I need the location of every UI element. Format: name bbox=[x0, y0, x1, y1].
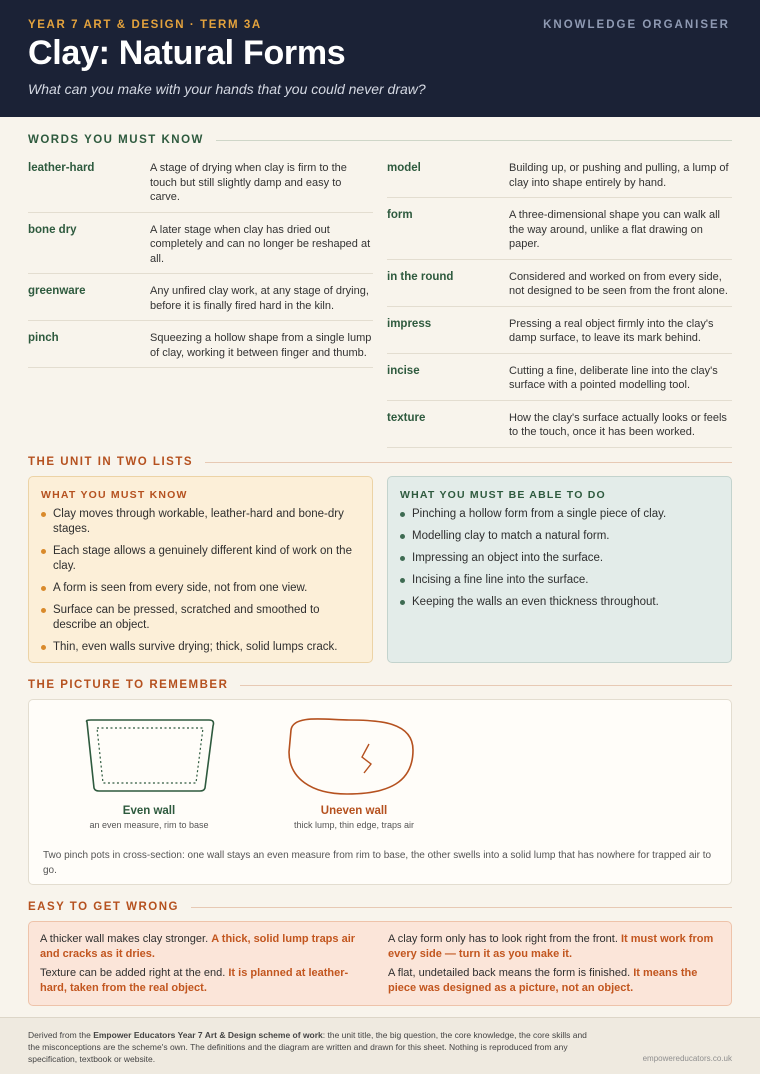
vocab-row bbox=[28, 328, 373, 368]
misconceptions-box bbox=[28, 921, 732, 1006]
list-item: Keeping the walls an even thickness throughout. bbox=[400, 595, 719, 610]
uneven-wall-label bbox=[274, 805, 434, 830]
vocab-definition: Squeezing a hollow shape from a single lump of clay, working it between finger and thumb. bbox=[150, 332, 372, 359]
vocab-row bbox=[387, 205, 732, 260]
do-panel-title: WHAT YOU MUST BE ABLE TO DO bbox=[400, 489, 606, 501]
vocab-row bbox=[387, 361, 732, 401]
section-heading-vocab: WORDS YOU MUST KNOW bbox=[28, 132, 732, 148]
misconceptions-right bbox=[388, 932, 723, 1000]
vocab-definition: Building up, or pushing and pulling, a lump of clay into shape entirely by hand. bbox=[509, 162, 729, 189]
vocab-term: bone dry bbox=[28, 223, 77, 236]
misconception-item bbox=[388, 966, 723, 995]
misconception-correction: It must work from every side — turn it as you make it. bbox=[388, 933, 714, 960]
misconception-claim: A thicker wall makes clay stronger. bbox=[40, 933, 209, 945]
vocab-row bbox=[28, 158, 373, 213]
misconception-claim: Texture can be added right at the end. bbox=[40, 967, 226, 979]
section-rule bbox=[191, 907, 732, 908]
vocab-list-left bbox=[28, 158, 373, 375]
vocab-definition: How the clay's surface actually looks or feels to the touch, once it has been worked. bbox=[509, 411, 727, 438]
website-link[interactable]: empowereducators.co.uk bbox=[642, 1054, 732, 1063]
even-wall-pot bbox=[87, 720, 214, 791]
section-heading-picture: THE PICTURE TO REMEMBER bbox=[28, 677, 732, 693]
section-heading-misconceptions: EASY TO GET WRONG bbox=[28, 899, 732, 915]
vocab-term: greenware bbox=[28, 285, 86, 297]
vocab-row bbox=[387, 314, 732, 354]
misconceptions-left bbox=[40, 932, 375, 1000]
vocab-row bbox=[387, 408, 732, 448]
misconception-correction: It is planned at leather-hard, taken from the real object. bbox=[40, 967, 349, 994]
big-question: What can you make with your hands that you could never draw? bbox=[28, 81, 426, 97]
misconception-claim: A clay form only has to look right from the front. bbox=[388, 933, 618, 945]
misconception-item bbox=[40, 932, 375, 961]
vocab-term: model bbox=[387, 162, 421, 174]
page-title: Clay: Natural Forms bbox=[28, 34, 346, 72]
do-panel bbox=[387, 476, 732, 663]
vocab-definition: A stage of drying when clay is firm to the touch but still slightly damp and easy to carve. bbox=[150, 162, 347, 203]
misconception-correction: A thick, solid lump traps air and cracks as it dries. bbox=[40, 933, 356, 960]
page-footer bbox=[0, 1017, 760, 1074]
diagram-box bbox=[28, 699, 732, 885]
list-item: Modelling clay to match a natural form. bbox=[400, 529, 719, 544]
vocab-definition: Cutting a fine, deliberate line into the clay's surface with a pointed modelling tool. bbox=[509, 364, 718, 391]
uneven-wall-name: Uneven wall bbox=[320, 805, 388, 817]
list-item: Surface can be pressed, scratched and smoothed to describe an object. bbox=[41, 603, 360, 633]
misconception-item bbox=[40, 966, 375, 995]
diagram-caption: Two pinch pots in cross-section: one wall stays an even measure from rim to base, the other swells into a solid lump that has nowhere for trapped air to go. bbox=[43, 850, 712, 876]
vocab-definition: A later stage when clay has dried out completely and can no longer be reshaped at all. bbox=[150, 223, 371, 265]
list-item: Incising a fine line into the surface. bbox=[400, 573, 719, 588]
course-eyebrow: YEAR 7 ART & DESIGN · TERM 3A bbox=[28, 19, 262, 31]
misconception-correction: It means the piece was designed as a picture, not an object. bbox=[388, 967, 698, 994]
source-note: Derived from the Empower Educators Year 7 Art & Design scheme of work: the unit title, the big question, the core knowledge, the core skills and the misconceptions are the scheme's own. The definitions and the diagram are written and drawn for this sheet. Nothing is reproduced from any specification, textbook or website. bbox=[28, 1030, 587, 1064]
list-item: Impressing an object into the surface. bbox=[400, 551, 719, 566]
know-panel-title: WHAT YOU MUST KNOW bbox=[41, 489, 188, 501]
vocab-list-right bbox=[387, 158, 732, 455]
section-rule bbox=[205, 462, 732, 463]
vocab-definition: A three-dimensional shape you can walk all the way around, unlike a flat drawing on paper. bbox=[509, 209, 720, 250]
uneven-wall-note: thick lump, thin edge, traps air bbox=[293, 820, 415, 830]
section-rule bbox=[216, 140, 732, 141]
uneven-wall-pot bbox=[289, 719, 413, 794]
vocab-term: impress bbox=[387, 317, 432, 330]
do-list bbox=[400, 507, 719, 610]
vocab-term: pinch bbox=[28, 332, 59, 344]
list-item: Each stage allows a genuinely different kind of work on the clay. bbox=[41, 544, 360, 574]
even-wall-label bbox=[74, 805, 224, 830]
source-name: Empower Educators Year 7 Art & Design scheme of work bbox=[93, 1030, 323, 1040]
know-panel bbox=[28, 476, 373, 663]
vocab-row bbox=[28, 281, 373, 321]
vocab-row bbox=[28, 220, 373, 275]
section-heading-unit: THE UNIT IN TWO LISTS bbox=[28, 454, 732, 470]
pinch-pot-diagram bbox=[29, 700, 733, 820]
vocab-definition: Considered and worked on from every side, not designed to be seen from the front alone. bbox=[509, 270, 728, 297]
misconception-item bbox=[388, 932, 723, 961]
list-item: Clay moves through workable, leather-hard and bone-dry stages. bbox=[41, 507, 360, 537]
list-item: Pinching a hollow form from a single piece of clay. bbox=[400, 507, 719, 522]
vocab-term: leather-hard bbox=[28, 162, 95, 174]
list-item: Thin, even walls survive drying; thick, solid lumps crack. bbox=[41, 640, 360, 655]
list-item: A form is seen from every side, not from one view. bbox=[41, 581, 360, 596]
know-list bbox=[41, 507, 360, 655]
section-rule bbox=[240, 685, 732, 686]
misconception-claim: A flat, undetailed back means the form is finished. bbox=[388, 967, 631, 979]
vocab-row bbox=[387, 158, 732, 198]
even-wall-note: an even measure, rim to base bbox=[89, 820, 209, 830]
vocab-row bbox=[387, 267, 732, 307]
vocab-definition: Any unfired clay work, at any stage of drying, before it is finally fired hard in the kiln. bbox=[150, 285, 369, 312]
vocab-definition: Pressing a real object firmly into the clay's damp surface, to leave its mark behind. bbox=[509, 317, 714, 344]
vocab-term: texture bbox=[387, 411, 426, 424]
page-header bbox=[0, 0, 760, 117]
vocab-term: form bbox=[387, 209, 413, 221]
even-wall-name: Even wall bbox=[122, 805, 176, 817]
document-type-label: KNOWLEDGE ORGANISER bbox=[543, 19, 730, 31]
vocab-term: in the round bbox=[387, 270, 454, 283]
vocab-term: incise bbox=[387, 364, 420, 377]
